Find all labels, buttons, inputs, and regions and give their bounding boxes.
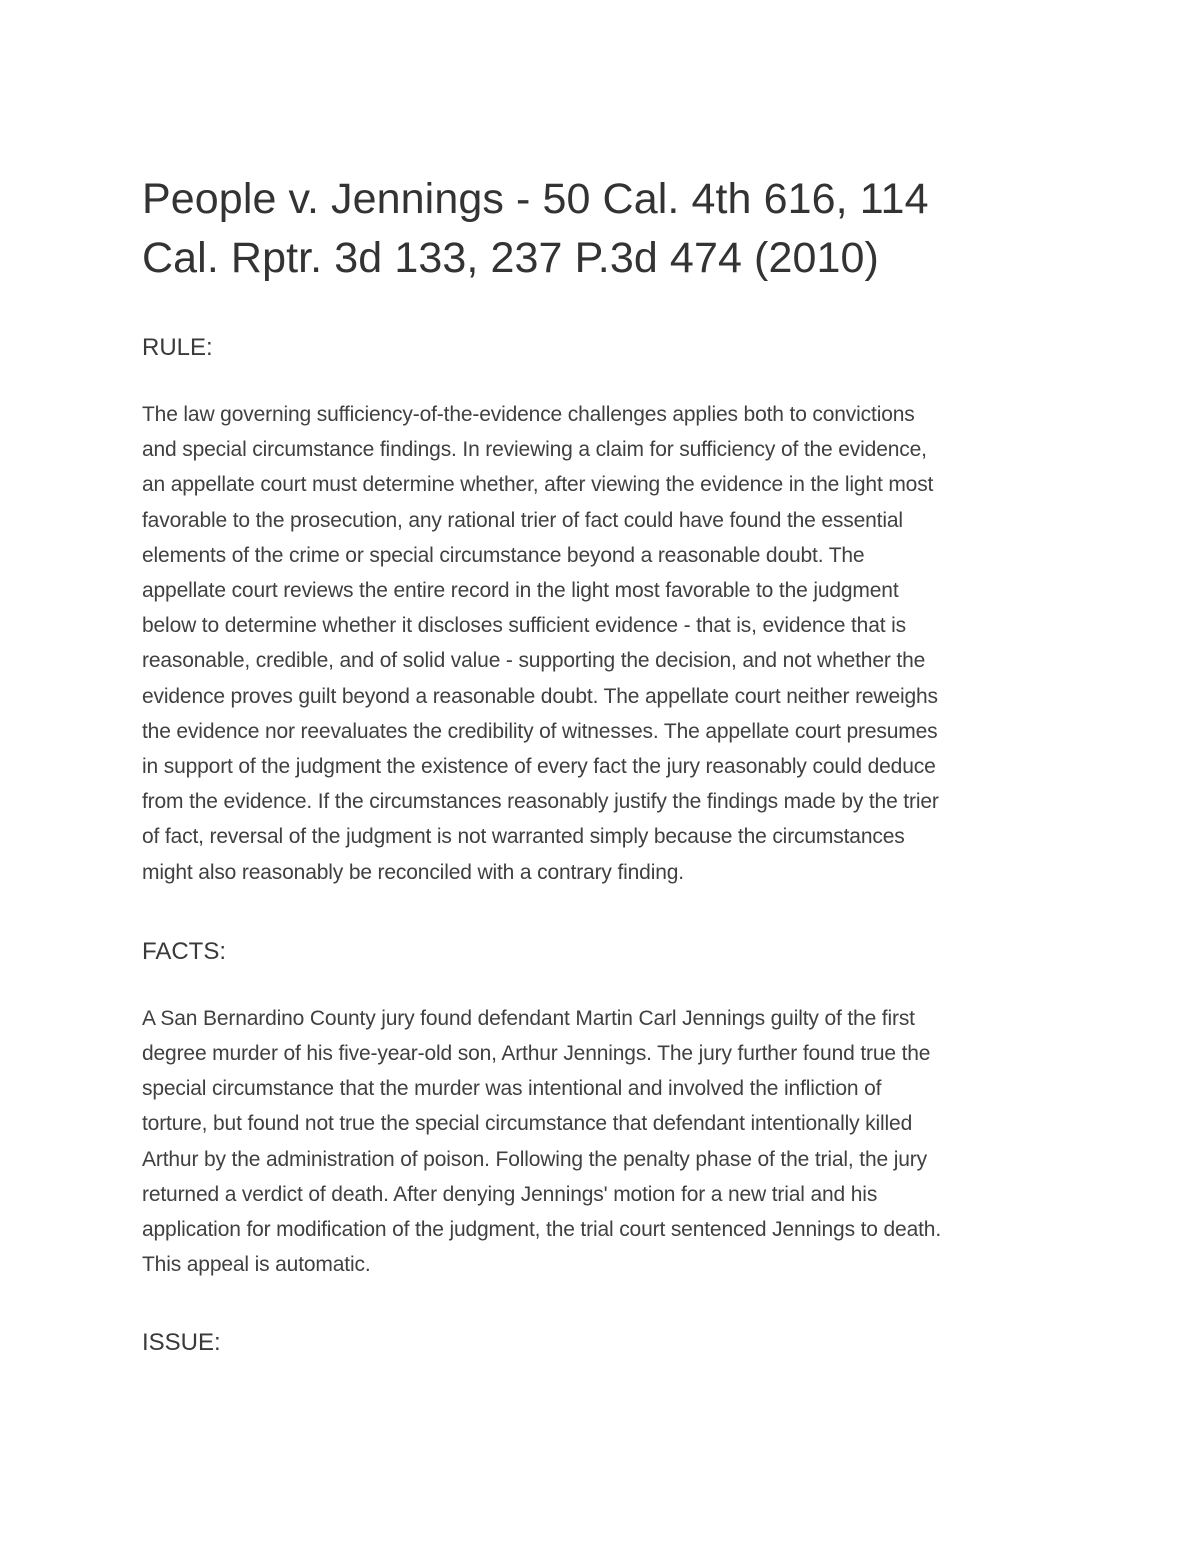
rule-line: of fact, reversal of the judgment is not warranted simply because the circumstances: [142, 825, 905, 849]
rule-line: an appellate court must determine whether, after viewing the evidence in the light most: [142, 473, 934, 497]
facts-line: degree murder of his five-year-old son, Arthur Jennings. The jury further found true the: [142, 1042, 931, 1066]
facts-line: This appeal is automatic.: [142, 1253, 371, 1277]
case-title-line-2: Cal. Rptr. 3d 133, 237 P.3d 474 (2010): [142, 234, 879, 282]
rule-line: might also reasonably be reconciled with a contrary finding.: [142, 860, 684, 884]
facts-line: A San Bernardino County jury found defendant Martin Carl Jennings guilty of the first: [142, 1006, 915, 1030]
facts-heading: FACTS:: [142, 937, 227, 965]
facts-paragraph: [142, 1001, 1062, 1283]
rule-line: appellate court reviews the entire record in the light most favorable to the judgment: [142, 579, 899, 603]
facts-line: returned a verdict of death. After denying Jennings' motion for a new trial and his: [142, 1182, 878, 1206]
rule-line: and special circumstance findings. In reviewing a claim for sufficiency of the evidence,: [142, 438, 927, 462]
facts-line: special circumstance that the murder was intentional and involved the infliction of: [142, 1077, 882, 1101]
rule-heading: RULE:: [142, 334, 213, 361]
rule-line: reasonable, credible, and of solid value - supporting the decision, and not whether the: [142, 649, 926, 673]
rule-line: The law governing sufficiency-of-the-evidence challenges applies both to convictions: [142, 403, 915, 426]
rule-line: the evidence nor reevaluates the credibility of witnesses. The appellate court presumes: [142, 719, 938, 743]
facts-line: torture, but found not true the special circumstance that defendant intentionally killed: [142, 1112, 913, 1136]
case-title-line-1: People v. Jennings - 50 Cal. 4th 616, 114: [142, 175, 929, 223]
document-page: [142, 170, 1062, 1358]
facts-line: application for modification of the judgment, the trial court sentenced Jennings to death.: [142, 1218, 941, 1242]
rule-line: below to determine whether it discloses sufficient evidence - that is, evidence that is: [142, 614, 906, 638]
rule-line: from the evidence. If the circumstances reasonably justify the findings made by the trier: [142, 790, 939, 814]
rule-line: evidence proves guilt beyond a reasonable doubt. The appellate court neither reweighs: [142, 684, 938, 708]
rule-line: in support of the judgment the existence of every fact the jury reasonably could deduce: [142, 755, 936, 779]
rule-line: elements of the crime or special circumstance beyond a reasonable doubt. The: [142, 543, 865, 567]
issue-heading: ISSUE:: [142, 1329, 221, 1357]
rule-line: favorable to the prosecution, any rational trier of fact could have found the essential: [142, 508, 903, 532]
facts-line: Arthur by the administration of poison. Following the penalty phase of the trial, the jury: [142, 1147, 927, 1171]
case-title: [142, 170, 1062, 288]
rule-paragraph: [142, 397, 1062, 890]
